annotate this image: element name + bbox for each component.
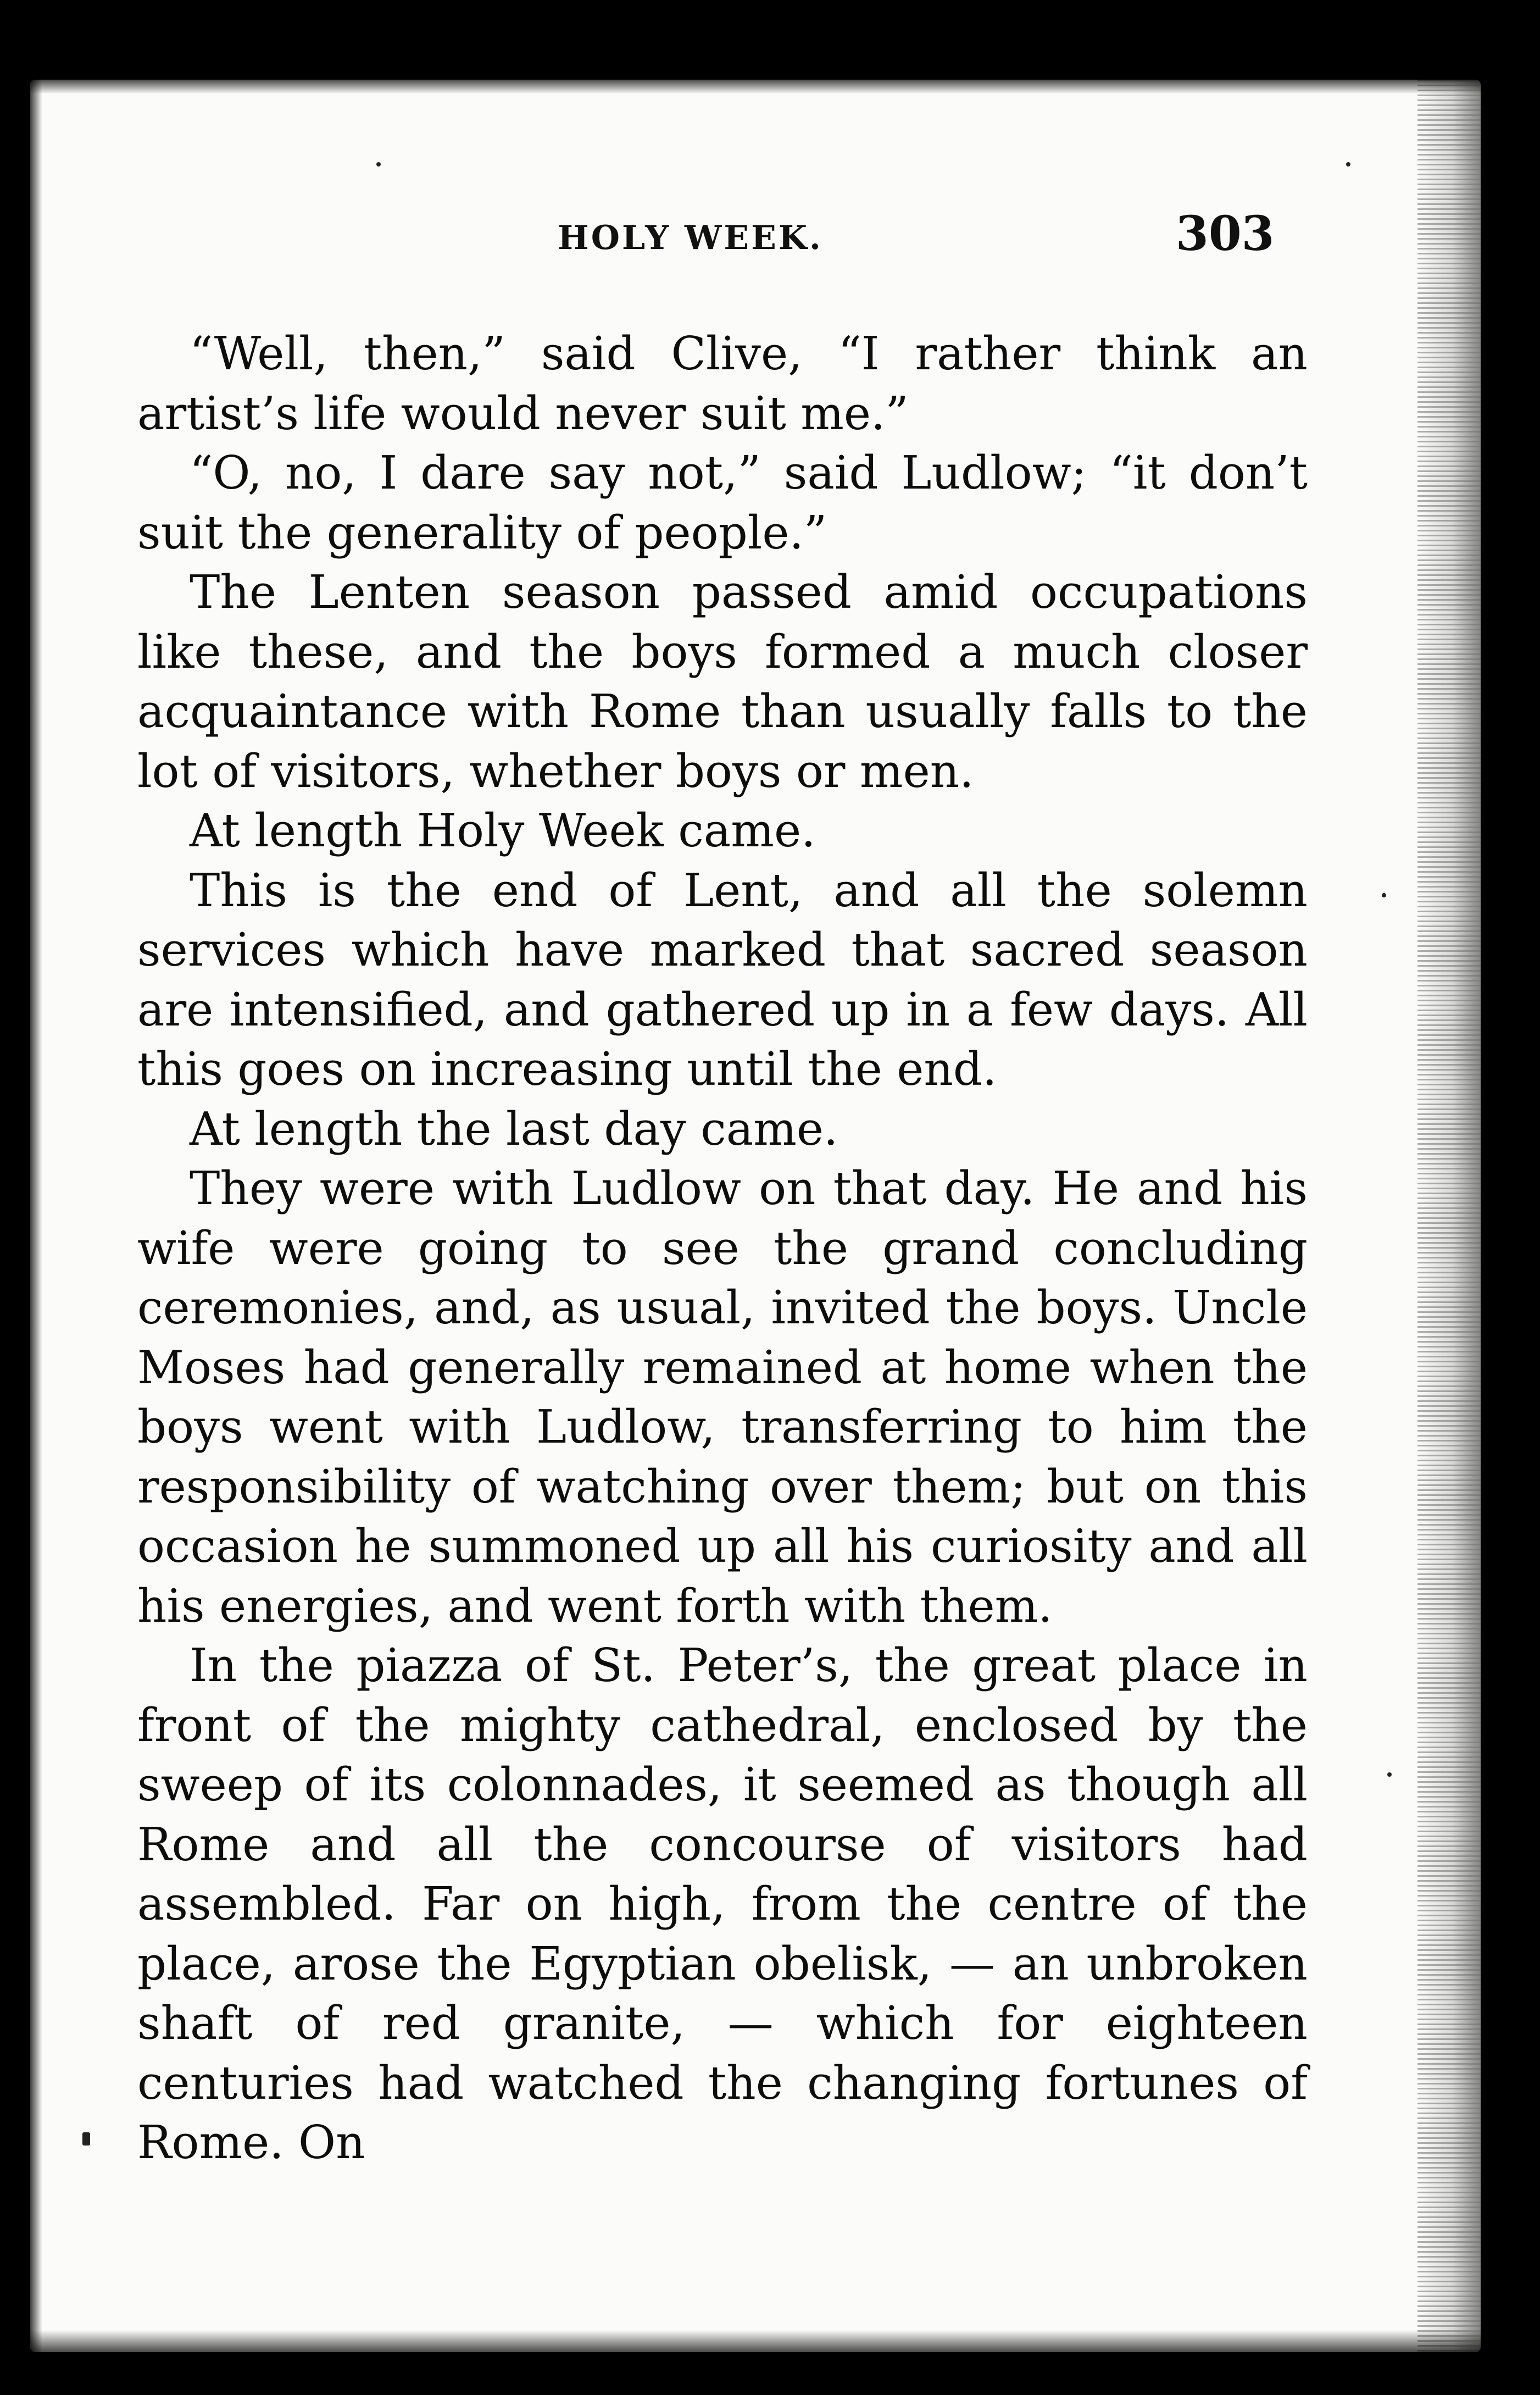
page-edge-top [30, 80, 1481, 94]
print-speck [1382, 893, 1386, 897]
print-speck [1387, 1772, 1392, 1777]
print-speck [376, 162, 381, 167]
paragraph: This is the end of Lent, and all the solemn services which have marked that sacred season are intensified, and gathered up in a few days. All this goes on increasing until the end. [137, 863, 1308, 1096]
paragraph: The Lenten season passed amid occupations like these, and the boys formed a much closer acquaintance with Rome than usually falls to the lot of visitors, whether boys or men. [137, 566, 1308, 798]
paragraph: In the piazza of St. Peter’s, the great place in front of the mighty cathedral, enclosed by the sweep of its colonnades, it seemed as though all Rome and all the concourse of visitors had assembled. Far on high, from the centre of the place, arose the Egyptian obelisk, — an unbroken shaft of red granite, — which for eighteen centuries had watched the changing fortunes of Rome. On [137, 1639, 1308, 2169]
page-edge-right [1417, 80, 1481, 2352]
print-speck [1346, 162, 1350, 167]
paragraph: “O, no, I dare say not,” said Ludlow; “it don’t suit the generality of people.” [137, 446, 1308, 559]
running-head: HOLY WEEK. [558, 219, 823, 257]
paragraph: “Well, then,” said Clive, “I rather think an artist’s life would never suit me.” [137, 327, 1308, 440]
page-edge-left [30, 80, 42, 2352]
print-speck [82, 2132, 90, 2145]
book-page [30, 80, 1481, 2352]
paragraph: They were with Ludlow on that day. He and his wife were going to see the grand concluding ceremonies, and, as usual, invited the boys. Uncle Moses had generally remained at home when the boys went with Ludlow, transferring to him the responsibility of watching over them; but on this occasion he summoned up all his curiosity and all his energies, and went forth with them. [137, 1162, 1308, 1633]
page-number: 303 [1176, 206, 1275, 262]
body-text [137, 324, 1308, 2173]
paragraph: At length Holy Week came. [190, 804, 816, 857]
paragraph: At length the last day came. [190, 1102, 838, 1156]
page-edge-bottom [30, 2330, 1481, 2352]
